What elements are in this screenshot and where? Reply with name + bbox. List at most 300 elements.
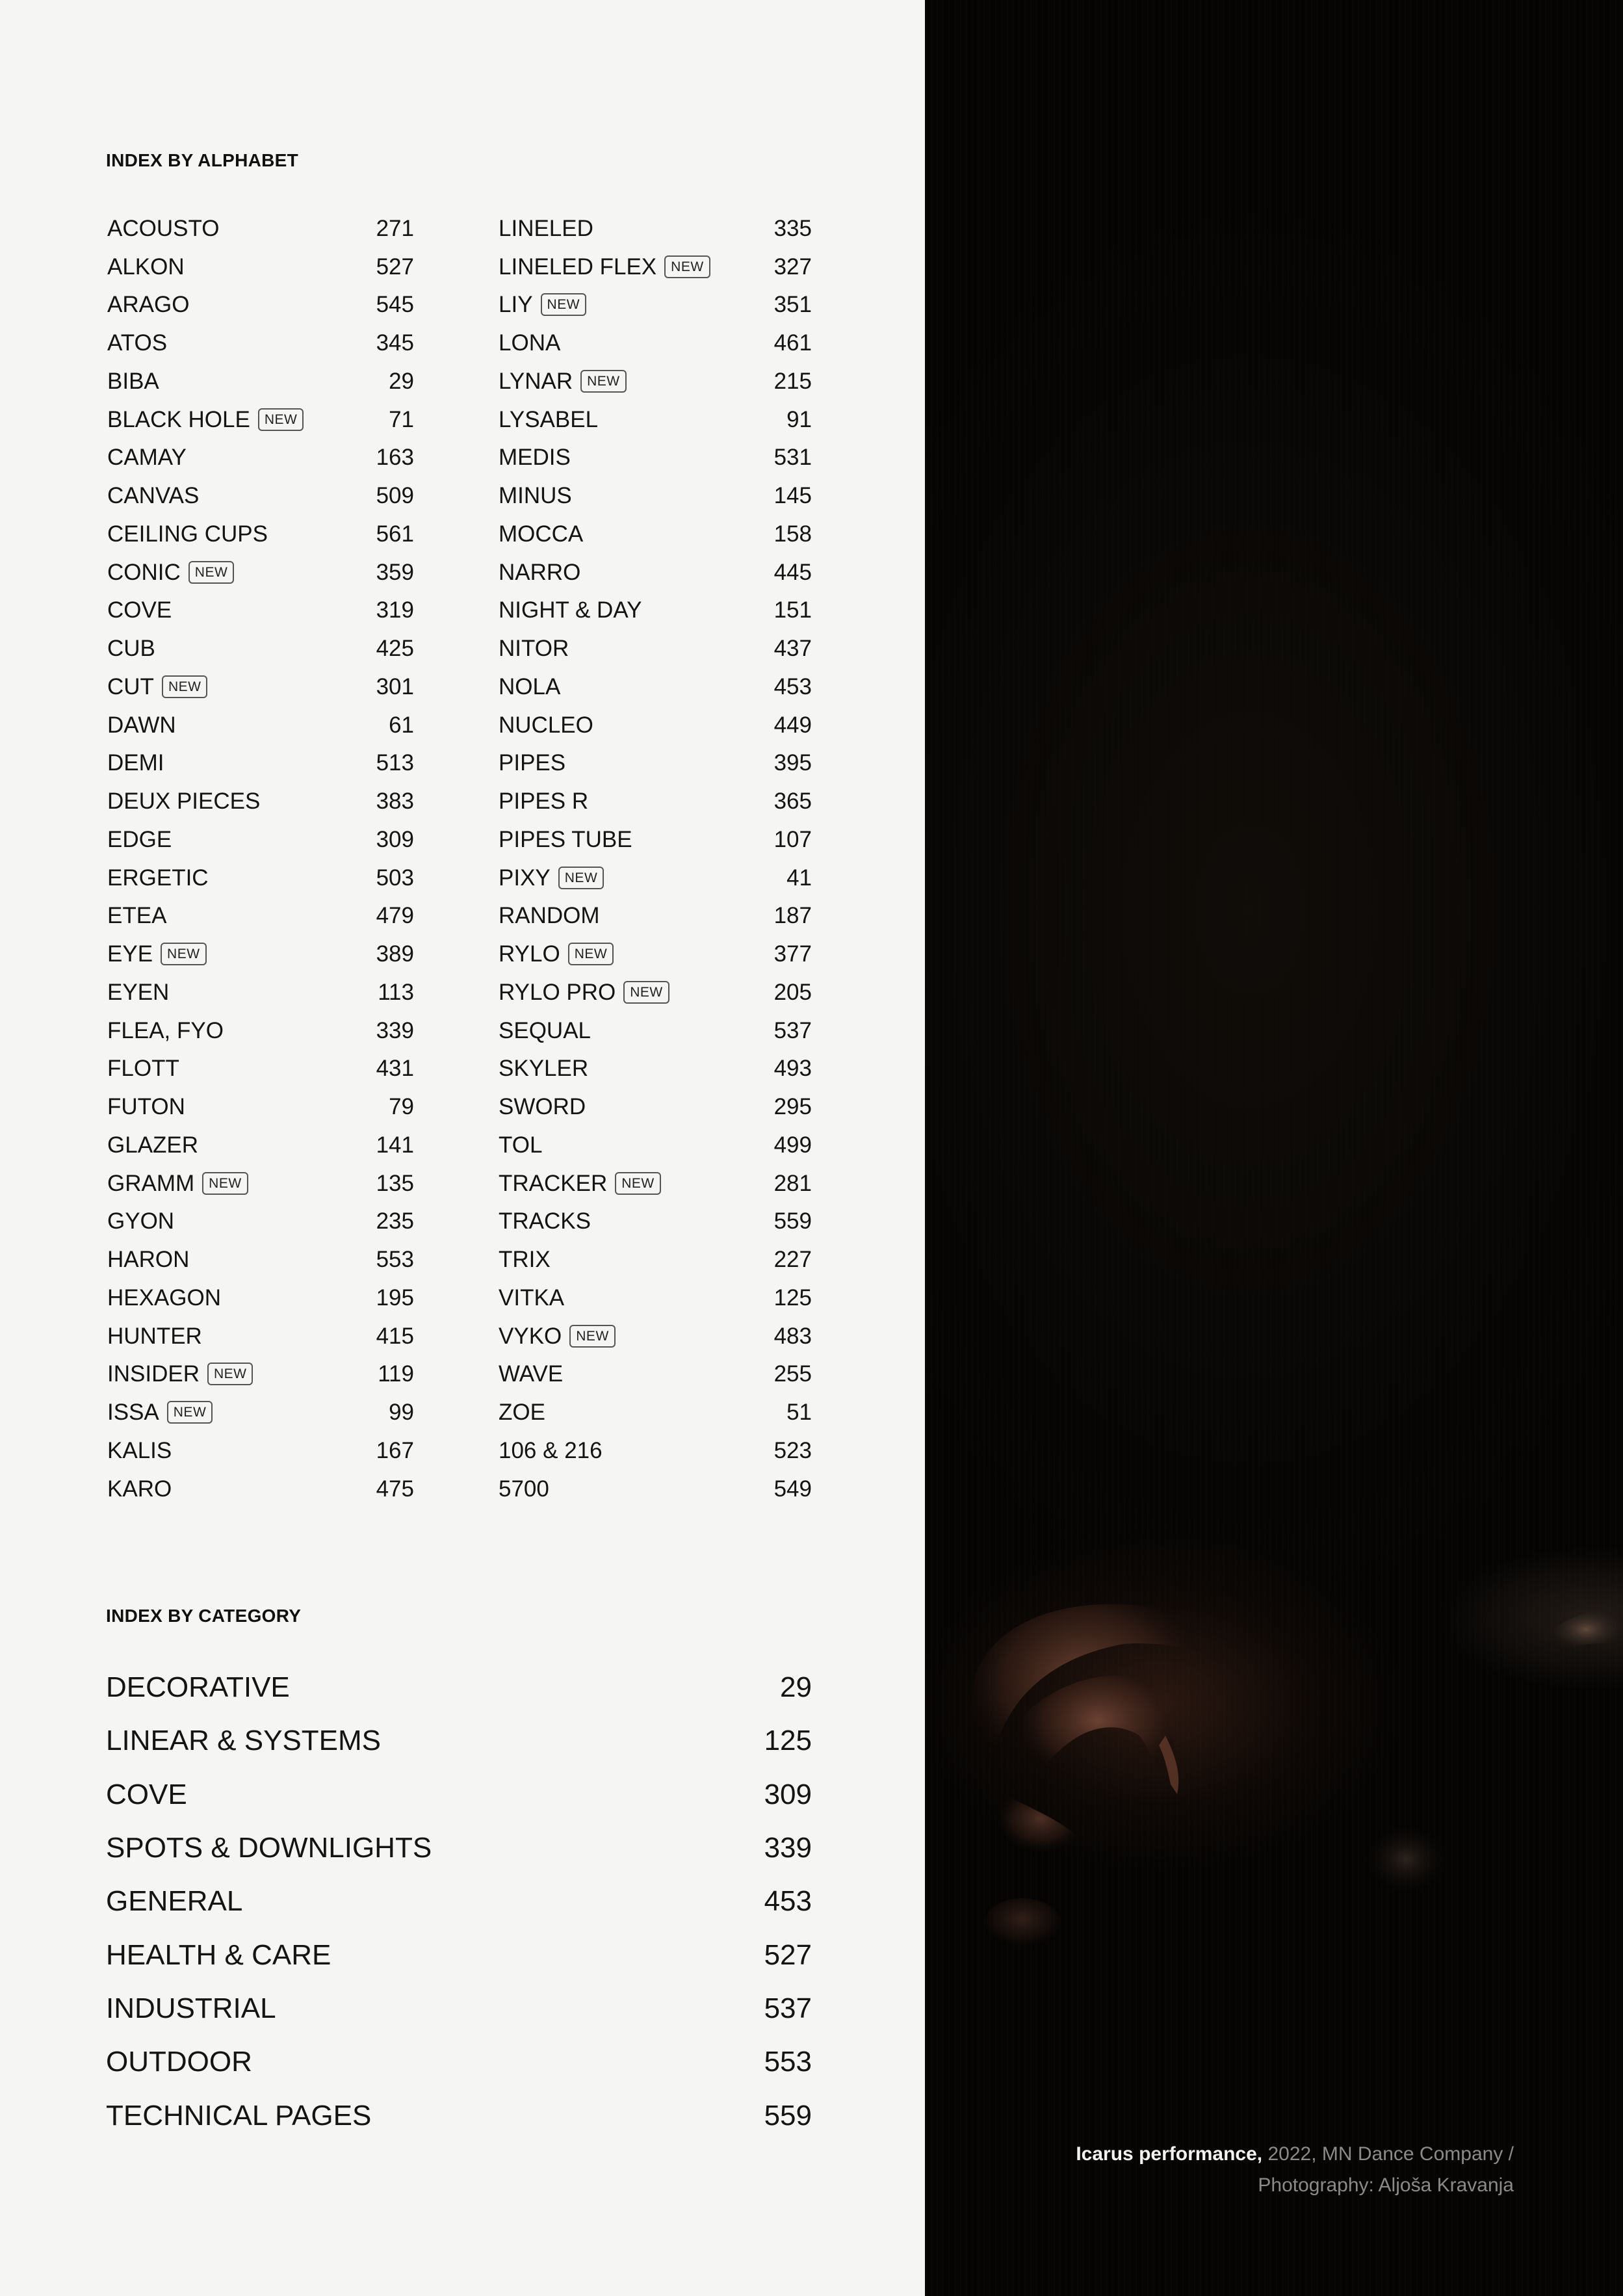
- category-index-entry: [106, 1982, 812, 2035]
- category-index-entry: [106, 1875, 812, 1928]
- entry-page-number: 51: [786, 1400, 812, 1426]
- entry-name-text: GYON: [107, 1208, 175, 1234]
- entry-name-text: LYNAR: [499, 368, 573, 394]
- entry-product-name: [107, 1210, 174, 1233]
- category-page-number: 527: [764, 1938, 812, 1971]
- category-name: SPOTS & DOWNLIGHTS: [106, 1832, 432, 1864]
- alphabet-index-entry: [107, 209, 414, 248]
- alphabet-index-entry: [107, 476, 414, 515]
- performance-photo: [925, 0, 1623, 2296]
- entry-product-name: [107, 1248, 189, 1271]
- alphabet-index-entry: [499, 1279, 812, 1317]
- new-badge: NEW: [167, 1401, 213, 1424]
- entry-name-text: LONA: [499, 330, 561, 356]
- entry-product-name: [107, 523, 268, 545]
- entry-page-number: 351: [773, 292, 812, 318]
- entry-name-text: GLAZER: [107, 1132, 199, 1158]
- entry-name-text: LINELED FLEX: [499, 254, 657, 280]
- photo-caption: [981, 2139, 1514, 2201]
- entry-page-number: 187: [773, 903, 812, 929]
- alphabet-index-entry: [499, 1050, 812, 1088]
- entry-product-name: [499, 484, 572, 507]
- alphabet-index-entry: [499, 1088, 812, 1126]
- category-page-number: 309: [764, 1778, 812, 1810]
- category-name: HEALTH & CARE: [106, 1938, 331, 1971]
- entry-page-number: 163: [376, 445, 414, 471]
- entry-name-text: ATOS: [107, 330, 168, 356]
- entry-page-number: 475: [376, 1476, 414, 1502]
- entry-product-name: [107, 599, 172, 621]
- entry-page-number: 377: [773, 941, 812, 967]
- alphabet-index-entry: [499, 1393, 812, 1431]
- entry-product-name: [107, 981, 169, 1004]
- entry-page-number: 41: [786, 865, 812, 891]
- alphabet-index-entry: [107, 515, 414, 553]
- entry-page-number: 71: [389, 406, 414, 432]
- entry-page-number: 545: [376, 292, 414, 318]
- entry-product-name: [499, 1363, 563, 1385]
- entry-name-text: KARO: [107, 1476, 172, 1502]
- entry-product-name: [499, 790, 588, 813]
- alphabet-index-entry: [107, 897, 414, 935]
- alphabet-index-entry: [499, 1203, 812, 1241]
- dancer-lower-shape: [983, 1898, 1061, 1950]
- entry-page-number: 99: [389, 1400, 414, 1426]
- caption-credit: Photography: Aljoša Kravanja: [1258, 2174, 1514, 2196]
- new-badge: NEW: [161, 943, 207, 965]
- category-name: DECORATIVE: [106, 1671, 290, 1704]
- dancer-shoulder-shape: [1000, 1794, 1081, 1855]
- entry-product-name: [107, 332, 167, 354]
- alphabet-index-entry: [107, 1317, 414, 1355]
- entry-product-name: [499, 867, 604, 889]
- entry-name-text: PIPES TUBE: [499, 826, 632, 852]
- alphabet-index-entry: [499, 706, 812, 744]
- category-index-title: INDEX BY CATEGORY: [106, 1606, 302, 1626]
- entry-name-text: MEDIS: [499, 445, 571, 471]
- entry-product-name: [499, 1401, 545, 1424]
- alphabet-index-entry: [499, 935, 812, 973]
- alphabet-index-entry: [107, 1126, 414, 1164]
- new-badge: NEW: [188, 561, 235, 584]
- alphabet-index-entry: [107, 1050, 414, 1088]
- entry-product-name: [499, 1095, 586, 1118]
- entry-name-text: HEXAGON: [107, 1285, 222, 1311]
- entry-page-number: 195: [376, 1285, 414, 1311]
- entry-name-text: CONIC: [107, 559, 181, 585]
- entry-page-number: 509: [376, 483, 414, 509]
- alphabet-index-entry: [499, 248, 812, 286]
- entry-page-number: 29: [389, 368, 414, 394]
- entry-page-number: 227: [773, 1247, 812, 1273]
- entry-page-number: 479: [376, 903, 414, 929]
- category-name: LINEAR & SYSTEMS: [106, 1725, 382, 1757]
- entry-name-text: CUB: [107, 636, 155, 662]
- entry-product-name: [499, 255, 710, 278]
- entry-product-name: [107, 1095, 185, 1118]
- alphabet-index-entry: [499, 439, 812, 477]
- alphabet-index-column-2: [499, 209, 812, 1508]
- new-badge: NEW: [569, 1325, 616, 1348]
- entry-name-text: ERGETIC: [107, 865, 209, 891]
- entry-name-text: DEMI: [107, 750, 164, 776]
- background-figure-shape: [1367, 1827, 1445, 1892]
- entry-page-number: 295: [773, 1094, 812, 1120]
- entry-page-number: 107: [773, 826, 812, 852]
- entry-name-text: TRACKS: [499, 1208, 591, 1234]
- entry-product-name: [499, 1172, 661, 1195]
- entry-page-number: 493: [773, 1056, 812, 1082]
- entry-name-text: VYKO: [499, 1323, 562, 1349]
- entry-page-number: 309: [376, 826, 414, 852]
- entry-name-text: FUTON: [107, 1094, 185, 1120]
- new-badge: NEW: [580, 370, 627, 393]
- entry-page-number: 91: [786, 406, 812, 432]
- entry-page-number: 141: [376, 1132, 414, 1158]
- entry-name-text: LIY: [499, 292, 533, 318]
- entry-product-name: [499, 637, 569, 660]
- entry-product-name: [499, 1439, 603, 1462]
- entry-product-name: [107, 828, 172, 851]
- entry-name-text: MOCCA: [499, 521, 584, 547]
- alphabet-index-entry: [107, 1279, 414, 1317]
- entry-product-name: [107, 1325, 202, 1348]
- entry-name-text: CANVAS: [107, 483, 200, 509]
- entry-product-name: [107, 446, 187, 469]
- new-badge: NEW: [207, 1363, 253, 1385]
- alphabet-index-entry: [107, 1203, 414, 1241]
- alphabet-index-title: INDEX BY ALPHABET: [106, 150, 299, 170]
- entry-name-text: COVE: [107, 597, 172, 623]
- entry-page-number: 125: [773, 1285, 812, 1311]
- entry-product-name: [107, 217, 219, 240]
- alphabet-index-entry: [499, 515, 812, 553]
- entry-page-number: 339: [376, 1017, 414, 1043]
- entry-page-number: 281: [773, 1170, 812, 1196]
- alphabet-index-entry: [499, 668, 812, 706]
- entry-page-number: 61: [389, 712, 414, 738]
- new-badge: NEW: [568, 943, 614, 965]
- entry-product-name: [107, 293, 189, 316]
- category-name: GENERAL: [106, 1885, 243, 1918]
- category-name: COVE: [106, 1778, 187, 1810]
- entry-name-text: CEILING CUPS: [107, 521, 268, 547]
- alphabet-index-entry: [499, 553, 812, 592]
- alphabet-index-entry: [107, 286, 414, 324]
- entry-page-number: 327: [773, 254, 812, 280]
- entry-page-number: 158: [773, 521, 812, 547]
- alphabet-index-entry: [499, 400, 812, 439]
- entry-name-text: NITOR: [499, 636, 569, 662]
- new-badge: NEW: [558, 867, 604, 889]
- alphabet-index-entry: [499, 820, 812, 859]
- entry-name-text: CAMAY: [107, 445, 187, 471]
- alphabet-index-entry: [107, 859, 414, 897]
- entry-name-text: RYLO PRO: [499, 979, 616, 1005]
- entry-page-number: 383: [376, 789, 414, 815]
- entry-product-name: [107, 1439, 172, 1462]
- dancer-silhouette-image: [925, 1560, 1623, 2015]
- entry-product-name: [107, 751, 164, 774]
- alphabet-index-entry: [107, 1393, 414, 1431]
- alphabet-index-column-1: [107, 209, 414, 1508]
- category-name: OUTDOOR: [106, 2046, 252, 2078]
- alphabet-index-entry: [107, 592, 414, 630]
- entry-page-number: 537: [773, 1017, 812, 1043]
- alphabet-index-entry: [499, 1470, 812, 1508]
- entry-name-text: FLOTT: [107, 1056, 179, 1082]
- caption-details: 2022, MN Dance Company /: [1262, 2143, 1514, 2165]
- alphabet-index-entry: [107, 1355, 414, 1394]
- entry-name-text: DEUX PIECES: [107, 789, 261, 815]
- alphabet-index-entry: [499, 1011, 812, 1050]
- entry-name-text: LINELED: [499, 215, 593, 241]
- alphabet-index-entry: [107, 1431, 414, 1470]
- entry-page-number: 167: [376, 1437, 414, 1463]
- alphabet-index-entry: [499, 1164, 812, 1203]
- entry-product-name: [499, 714, 593, 737]
- entry-page-number: 499: [773, 1132, 812, 1158]
- entry-page-number: 359: [376, 559, 414, 585]
- entry-name-text: BLACK HOLE: [107, 406, 250, 432]
- entry-page-number: 461: [773, 330, 812, 356]
- category-index-entry: [106, 2035, 812, 2089]
- entry-name-text: NOLA: [499, 673, 561, 699]
- category-page-number: 559: [764, 2099, 812, 2132]
- entry-product-name: [499, 1248, 551, 1271]
- entry-product-name: [499, 1019, 591, 1042]
- entry-page-number: 335: [773, 215, 812, 241]
- entry-page-number: 389: [376, 941, 414, 967]
- entry-name-text: ARAGO: [107, 292, 190, 318]
- entry-page-number: 113: [378, 979, 414, 1005]
- category-page-number: 339: [764, 1832, 812, 1864]
- entry-page-number: 513: [376, 750, 414, 776]
- category-index-entry: [106, 2089, 812, 2142]
- entry-product-name: [107, 1057, 179, 1080]
- caption-title: Icarus performance,: [1076, 2143, 1263, 2165]
- alphabet-index-entry: [107, 744, 414, 783]
- entry-name-text: TRACKER: [499, 1170, 608, 1196]
- entry-page-number: 561: [376, 521, 414, 547]
- entry-product-name: [499, 1210, 591, 1233]
- alphabet-index-entry: [107, 973, 414, 1011]
- entry-page-number: 255: [773, 1361, 812, 1387]
- entry-product-name: [499, 828, 632, 851]
- entry-page-number: 453: [773, 673, 812, 699]
- entry-name-text: NIGHT & DAY: [499, 597, 642, 623]
- alphabet-index-entry: [499, 362, 812, 400]
- entry-page-number: 445: [773, 559, 812, 585]
- entry-name-text: PIXY: [499, 865, 551, 891]
- entry-name-text: HARON: [107, 1247, 190, 1273]
- entry-name-text: EYEN: [107, 979, 170, 1005]
- entry-name-text: SKYLER: [499, 1056, 589, 1082]
- caption-line-1: [981, 2139, 1514, 2170]
- entry-page-number: 271: [376, 215, 414, 241]
- entry-product-name: [499, 981, 669, 1004]
- entry-name-text: ETEA: [107, 903, 167, 929]
- new-badge: NEW: [258, 408, 304, 431]
- alphabet-index-entry: [107, 553, 414, 592]
- alphabet-index-entry: [107, 629, 414, 668]
- alphabet-index-entry: [107, 668, 414, 706]
- entry-name-text: ISSA: [107, 1400, 159, 1426]
- category-page-number: 553: [764, 2046, 812, 2078]
- new-badge: NEW: [162, 675, 208, 698]
- entry-product-name: [499, 1134, 542, 1156]
- entry-page-number: 215: [773, 368, 812, 394]
- entry-product-name: [107, 904, 166, 927]
- entry-page-number: 415: [376, 1323, 414, 1349]
- entry-product-name: [107, 1134, 198, 1156]
- entry-product-name: [107, 255, 185, 278]
- entry-name-text: ALKON: [107, 254, 185, 280]
- entry-page-number: 503: [376, 865, 414, 891]
- entry-name-text: MINUS: [499, 483, 572, 509]
- entry-page-number: 235: [376, 1208, 414, 1234]
- alphabet-index-entry: [107, 248, 414, 286]
- entry-product-name: [107, 675, 207, 698]
- entry-product-name: [107, 1478, 172, 1500]
- alphabet-index-entry: [107, 1011, 414, 1050]
- alphabet-index-entry: [499, 209, 812, 248]
- entry-name-text: LYSABEL: [499, 406, 599, 432]
- entry-product-name: [499, 561, 580, 584]
- alphabet-index-entry: [499, 1431, 812, 1470]
- entry-product-name: [499, 332, 560, 354]
- entry-product-name: [107, 714, 176, 737]
- entry-product-name: [499, 599, 642, 621]
- entry-product-name: [107, 1172, 248, 1195]
- entry-name-text: SWORD: [499, 1094, 586, 1120]
- alphabet-index-entry: [499, 973, 812, 1011]
- entry-page-number: 449: [773, 712, 812, 738]
- entry-product-name: [499, 943, 614, 965]
- alphabet-index-entry: [499, 324, 812, 362]
- alphabet-index-entry: [107, 400, 414, 439]
- entry-page-number: 425: [376, 636, 414, 662]
- entry-product-name: [107, 1286, 221, 1309]
- entry-product-name: [499, 675, 560, 698]
- entry-product-name: [107, 408, 304, 431]
- entry-product-name: [499, 751, 565, 774]
- alphabet-index-entry: [107, 706, 414, 744]
- entry-name-text: INSIDER: [107, 1361, 200, 1387]
- category-page-number: 537: [764, 1992, 812, 2024]
- category-index-entry: [106, 1661, 812, 1714]
- entry-page-number: 345: [376, 330, 414, 356]
- alphabet-index-entry: [107, 1240, 414, 1279]
- entry-page-number: 559: [773, 1208, 812, 1234]
- alphabet-index-entry: [499, 1240, 812, 1279]
- entry-name-text: ACOUSTO: [107, 215, 220, 241]
- alphabet-index-entry: [499, 592, 812, 630]
- entry-page-number: 549: [773, 1476, 812, 1502]
- category-index-entry: [106, 1928, 812, 1981]
- entry-product-name: [499, 1478, 549, 1500]
- entry-page-number: 135: [376, 1170, 414, 1196]
- entry-name-text: 106 & 216: [499, 1437, 603, 1463]
- entry-product-name: [499, 293, 586, 316]
- entry-product-name: [107, 370, 159, 393]
- entry-name-text: KALIS: [107, 1437, 172, 1463]
- alphabet-index-entry: [107, 1088, 414, 1126]
- entry-name-text: NUCLEO: [499, 712, 593, 738]
- entry-product-name: [107, 1401, 213, 1424]
- entry-page-number: 437: [773, 636, 812, 662]
- alphabet-index-entry: [499, 1355, 812, 1394]
- entry-page-number: 483: [773, 1323, 812, 1349]
- new-badge: NEW: [202, 1172, 248, 1195]
- entry-name-text: BIBA: [107, 368, 159, 394]
- entry-page-number: 319: [376, 597, 414, 623]
- alphabet-index-entry: [499, 1317, 812, 1355]
- entry-name-text: RYLO: [499, 941, 560, 967]
- entry-name-text: VITKA: [499, 1285, 565, 1311]
- entry-name-text: GRAMM: [107, 1170, 195, 1196]
- entry-name-text: TRIX: [499, 1247, 551, 1273]
- entry-name-text: 5700: [499, 1476, 549, 1502]
- entry-name-text: HUNTER: [107, 1323, 202, 1349]
- alphabet-index-entry: [107, 324, 414, 362]
- entry-name-text: NARRO: [499, 559, 581, 585]
- alphabet-index-entry: [107, 935, 414, 973]
- entry-page-number: 431: [376, 1056, 414, 1082]
- entry-name-text: ZOE: [499, 1400, 545, 1426]
- entry-product-name: [107, 943, 207, 965]
- entry-page-number: 527: [376, 254, 414, 280]
- category-page-number: 29: [780, 1671, 812, 1704]
- alphabet-index-entry: [107, 782, 414, 820]
- entry-product-name: [499, 370, 627, 393]
- entry-product-name: [499, 1325, 616, 1348]
- entry-product-name: [107, 484, 199, 507]
- category-index-entry: [106, 1714, 812, 1768]
- entry-name-text: PIPES R: [499, 789, 589, 815]
- alphabet-index-entry: [107, 362, 414, 400]
- entry-name-text: DAWN: [107, 712, 176, 738]
- alphabet-index-entry: [107, 1164, 414, 1203]
- entry-page-number: 301: [376, 673, 414, 699]
- alphabet-index-entry: [499, 897, 812, 935]
- alphabet-index-entry: [499, 629, 812, 668]
- entry-page-number: 145: [773, 483, 812, 509]
- entry-product-name: [107, 561, 234, 584]
- category-name: TECHNICAL PAGES: [106, 2099, 372, 2132]
- entry-product-name: [499, 217, 593, 240]
- entry-page-number: 523: [773, 1437, 812, 1463]
- entry-product-name: [107, 867, 209, 889]
- entry-name-text: EDGE: [107, 826, 172, 852]
- entry-name-text: SEQUAL: [499, 1017, 591, 1043]
- category-index-entry: [106, 1821, 812, 1875]
- alphabet-index-entry: [499, 859, 812, 897]
- new-badge: NEW: [623, 981, 669, 1004]
- entry-name-text: PIPES: [499, 750, 566, 776]
- entry-product-name: [107, 637, 155, 660]
- alphabet-index-entry: [499, 286, 812, 324]
- alphabet-index-entry: [499, 1126, 812, 1164]
- entry-product-name: [107, 1363, 253, 1385]
- entry-product-name: [499, 1286, 564, 1309]
- entry-product-name: [107, 790, 260, 813]
- category-page-number: 453: [764, 1885, 812, 1918]
- entry-name-text: FLEA, FYO: [107, 1017, 224, 1043]
- alphabet-index-entry: [499, 744, 812, 783]
- entry-product-name: [499, 904, 600, 927]
- alphabet-index-entry: [499, 782, 812, 820]
